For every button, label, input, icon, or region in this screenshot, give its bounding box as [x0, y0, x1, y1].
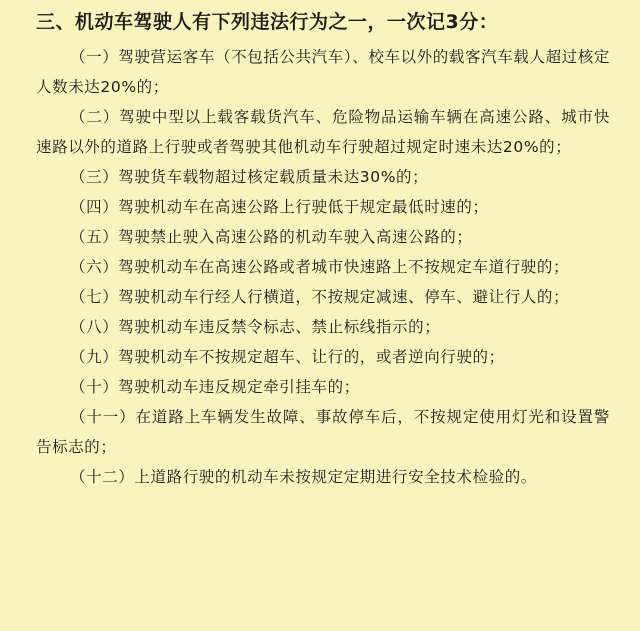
rule-item-6: （六）驾驶机动车在高速公路或者城市快速路上不按规定车道行驶的；: [70, 258, 570, 276]
rule-item-9: （九）驾驶机动车不按规定超车、让行的，或者逆向行驶的；: [70, 348, 505, 366]
rule-item-8: （八）驾驶机动车违反禁令标志、禁止标线指示的；: [70, 318, 441, 336]
rule-item-10: （十）驾驶机动车违反规定牵引挂车的；: [70, 378, 360, 396]
section-heading: 三、机动车驾驶人有下列违法行为之一，一次记3分：: [36, 11, 499, 33]
rule-item-2: （二）驾驶中型以上载客载货汽车、危险物品运输车辆在高速公路、城市快速路以外的道路上行驶或者驾驶其他机动车行驶超过规定时速未达20%的；: [36, 108, 610, 156]
rule-item-3: （三）驾驶货车载物超过核定载质量未达30%的；: [70, 168, 429, 186]
rule-item-7: （七）驾驶机动车行经人行横道，不按规定减速、停车、避让行人的；: [70, 288, 570, 306]
rule-item-1: （一）驾驶营运客车（不包括公共汽车）、校车以外的载客汽车载人超过核定人数未达20%的；: [36, 48, 610, 96]
rule-item-4: （四）驾驶机动车在高速公路上行驶低于规定最低时速的；: [70, 198, 489, 216]
rule-item-12: （十二）上道路行驶的机动车未按规定定期进行安全技术检验的。: [70, 468, 537, 486]
rule-item-5: （五）驾驶禁止驶入高速公路的机动车驶入高速公路的；: [70, 228, 473, 246]
rule-item-11: （十一）在道路上车辆发生故障、事故停车后，不按规定使用灯光和设置警告标志的；: [36, 408, 610, 456]
